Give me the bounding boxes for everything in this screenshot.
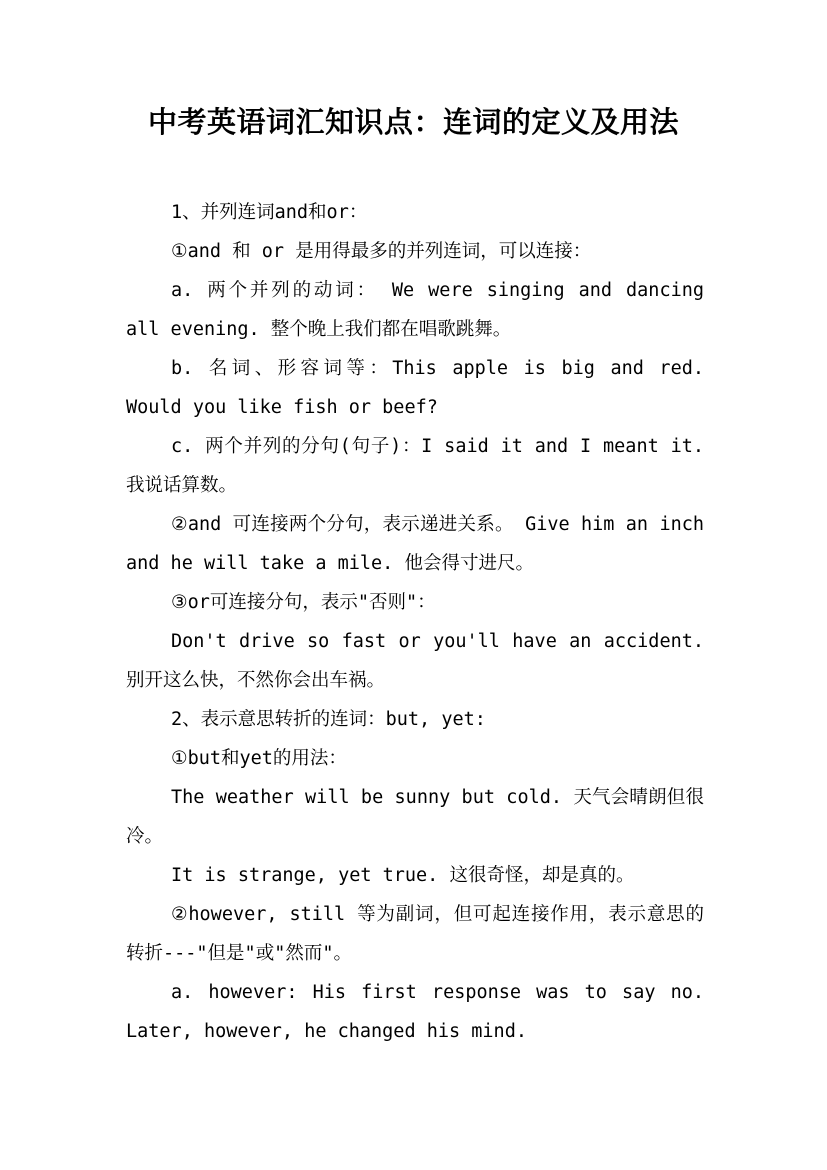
document-title: 中考英语词汇知识点：连词的定义及用法: [147, 105, 679, 139]
paragraph-3: a. 两个并列的动词： We were singing and dancing all evening. 整个晚上我们都在唱歌跳舞。: [126, 280, 704, 340]
paragraph-11: The weather will be sunny but cold. 天气会晴朗但很冷。: [126, 787, 704, 847]
paragraph-8: Don't drive so fast or you'll have an accident. 别开这么快，不然你会出车祸。: [126, 631, 704, 691]
paragraph-7: ③or可连接分句，表示"否则"：: [171, 592, 436, 613]
paragraph-6: ②and 可连接两个分句，表示递进关系。 Give him an inch and he will take a mile. 他会得寸进尺。: [126, 514, 704, 574]
document-body: [126, 193, 704, 1051]
paragraph-9: 2、表示意思转折的连词：but, yet:: [171, 709, 486, 730]
paragraph-12: It is strange, yet true. 这很奇怪，却是真的。: [171, 865, 635, 886]
paragraph-2: ①and 和 or 是用得最多的并列连词，可以连接：: [171, 241, 592, 262]
paragraph-4: b. 名词、形容词等：This apple is big and red. Would you like fish or beef?: [126, 358, 704, 418]
paragraph-1: 1、并列连词and和or：: [171, 202, 368, 223]
paragraph-10: ①but和yet的用法：: [171, 748, 347, 769]
paragraph-14: a. however: His first response was to say no. Later, however, he changed his mind.: [126, 982, 704, 1042]
paragraph-5: c. 两个并列的分句(句子)：I said it and I meant it. 我说话算数。: [126, 436, 704, 496]
paragraph-13: ②however, still 等为副词，但可起连接作用，表示意思的转折---"但是"或"然而"。: [126, 904, 704, 964]
